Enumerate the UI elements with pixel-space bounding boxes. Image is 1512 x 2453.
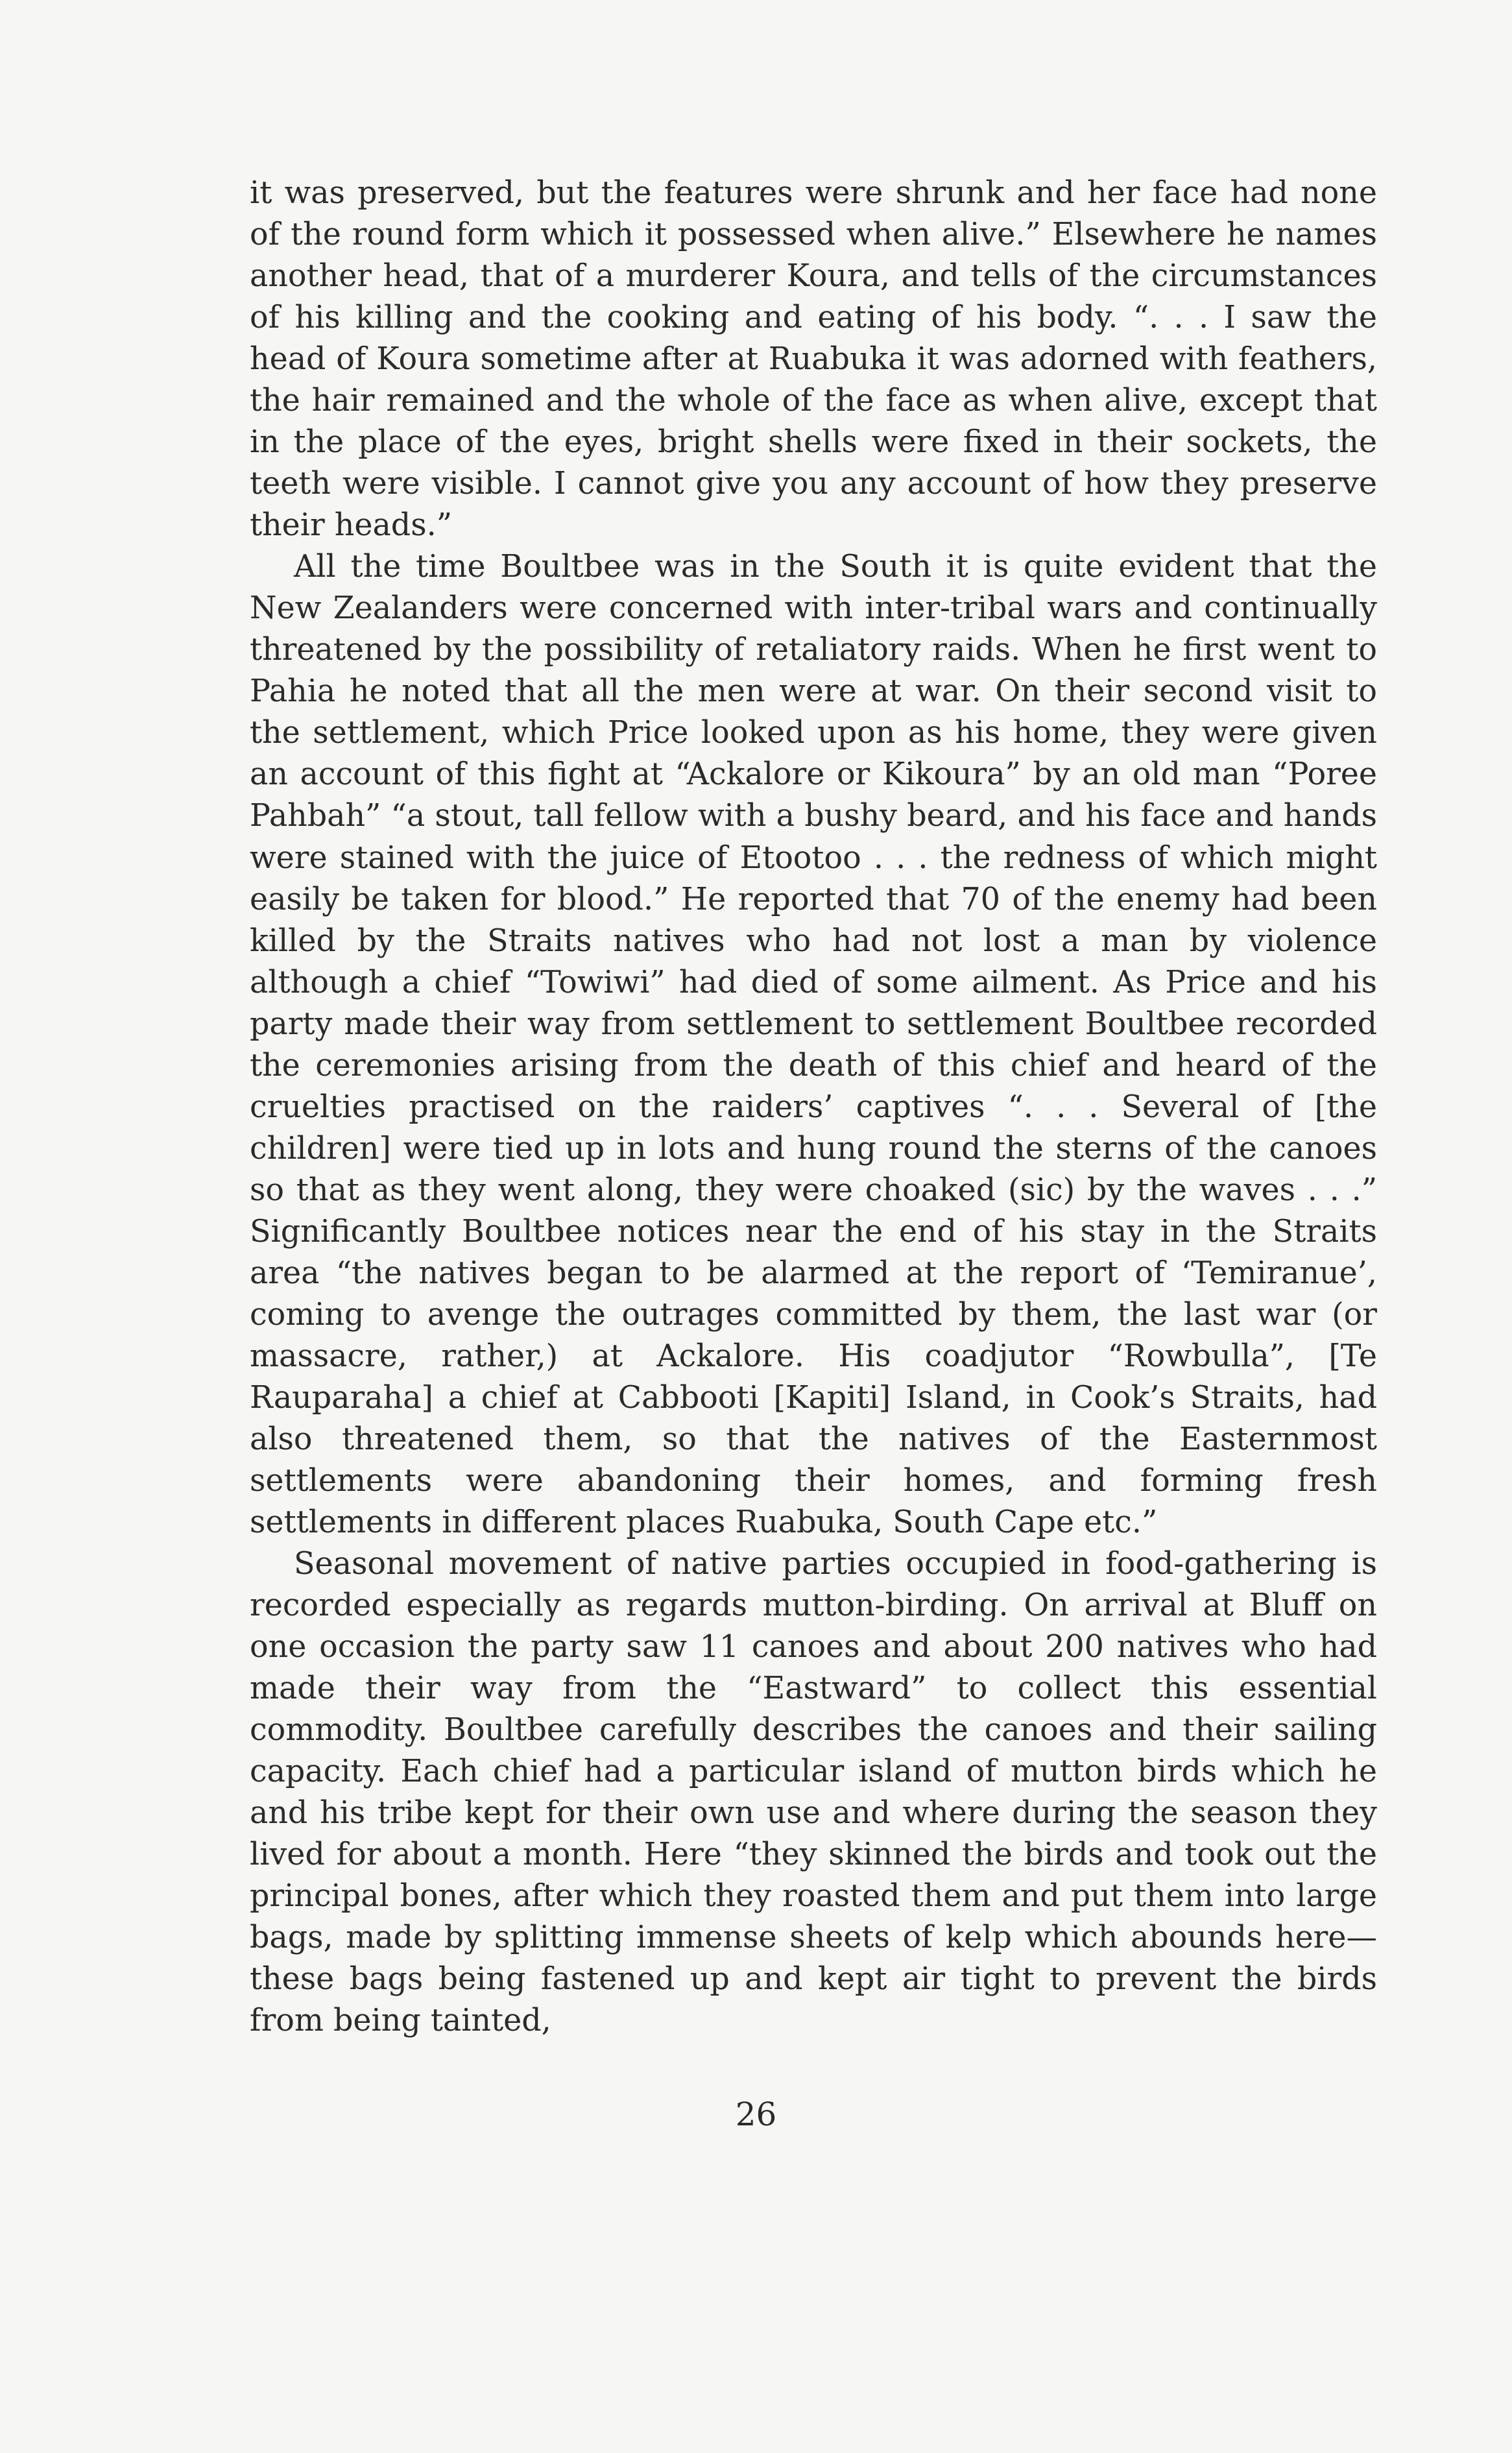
paragraph-mutton-birding: Seasonal movement of native parties occupied in food-gathering is recorded especially as regards mutton-birding. On arrival at Bluff on one occasion the party saw 11 canoes and about 200 natives who had made their way from the “Eastward” to collect this essential commodity. Boultbee carefully describes the canoes and their sailing capacity. Each chief had a particular island of mutton birds which he and his tribe kept for their own use and where during the season they lived for about a month. Here “they skinned the birds and took out the principal bones, after which they roasted them and put them into large bags, made by splitting immense sheets of kelp which abounds here—these bags being fastened up and kept air tight to prevent the birds from being tainted, [250,1546,1377,2039]
page-number: 26 [735,2096,777,2133]
body-text [250,173,1377,2042]
paragraph-inter-tribal-wars: All the time Boultbee was in the South it is quite evident that the New Zealanders were concerned with inter-tribal wars and continually threatened by the possibility of retaliatory raids. When he first went to Pahia he noted that all the men were at war. On their second visit to the settlement, which Price looked upon as his home, they were given an account of this fight at “Ackalore or Kikoura” by an old man “Poree Pahbah” “a stout, tall fellow with a bushy beard, and his face and hands were stained with the juice of Etootoo . . . the redness of which might easily be taken for blood.” He reported that 70 of the enemy had been killed by the Straits natives who had not lost a man by violence although a chief “Towiwi” had died of some ailment. As Price and his party made their way from settlement to settlement Boultbee recorded the ceremonies arising from the death of this chief and heard of the cruelties practised on the raiders’ captives “. . . Several of [the children] were tied up in lots and hung round the sterns of the canoes so that as they went along, they were choaked (sic) by the waves . . .” Significantly Boultbee notices near the end of his stay in the Straits area “the natives began to be alarmed at the report of ‘Temiranue’, coming to avenge the outrages committed by them, the last war (or massacre, rather,) at Ackalore. His coadjutor “Rowbulla”, [Te Rauparaha] a chief at Cabbooti [Kapiti] Island, in Cook’s Straits, had also threatened them, so that the natives of the Easternmost settlements were abandoning their homes, and forming fresh settlements in different places Ruabuka, South Cape etc.” [250,549,1377,1540]
paragraph-continued: it was preserved, but the features were shrunk and her face had none of the round form which it possessed when alive.” Elsewhere he names another head, that of a murderer Koura, and tells of the circumstances of his killing and the cooking and eating of his body. “. . . I saw the head of Koura sometime after at Ruabuka it was adorned with feathers, the hair remained and the whole of the face as when alive, except that in the place of the eyes, bright shells were fixed in their sockets, the teeth were visible. I cannot give you any account of how they preserve their heads.” [250,175,1377,544]
